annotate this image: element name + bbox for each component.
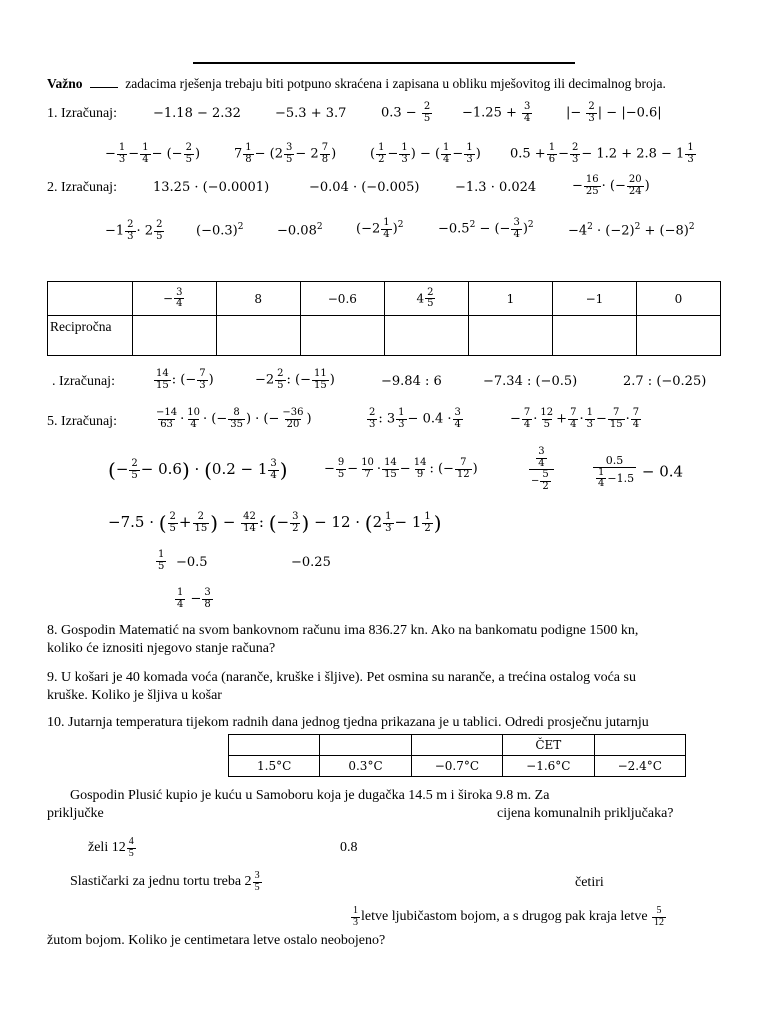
task1-expr-7: 7 $\frac{1}{8}$ − (2 $\frac{3}{5}$ − 2 $\frac{7}{8}$ ) (234, 142, 337, 165)
table-cell: 0 (636, 282, 720, 316)
table-cell: −1 (552, 282, 636, 316)
q11-line3a: želi 12 $\frac{4}{5}$ (88, 836, 134, 859)
top-rule (193, 62, 575, 64)
day-header: ČET (503, 735, 594, 756)
important-label: Važno (47, 76, 83, 91)
task1-expr-5: |− $\frac{2}{3}$ | − |−0.6| (566, 101, 662, 124)
task1-expr-1: −1.18 − 2.32 (153, 106, 241, 121)
task1-label: 1. Izračunaj: (47, 106, 117, 121)
task5-expr-4: (− $\frac{2}{5}$ − 0.6) · (0.2 − 1 $\frac{3}{4}$ ) (108, 458, 288, 482)
q8-line2: koliko će iznositi njegovo stanje računa? (47, 641, 276, 656)
instruction-text: zadacima rješenja trebaju biti potpuno skraćena i zapisana u obliku mješovitog ili decimalnog broja. (125, 76, 666, 91)
q12-line2: $\frac{1}{3}$ letve ljubičastom bojom, a s drugog pak kraja letve $\frac{5}{12}$ (353, 905, 665, 928)
q11-line3a-text: želi 12 (88, 840, 126, 856)
task5-expr-8: −7.5 · ( $\frac{2}{5}$ + $\frac{2}{15}$ ) − $\frac{42}{14}$ : (− $\frac{3}{2}$ ) − 12 · (2 $\frac{1}{3}$ − 1 $\frac{1}{2}$ ) (108, 511, 442, 535)
q12-line1b: četiri (575, 875, 604, 890)
q11-line3b: 0.8 (340, 840, 358, 855)
task5-dec-1: −0.5 (176, 555, 208, 570)
task5-expr-3: − $\frac{7}{4}$ · $\frac{12}{5}$ + $\frac{7}{4}$ · $\frac{1}{3}$ − $\frac{7}{15}$ · $\frac{7}{4}$ (510, 407, 640, 430)
answer-cell[interactable] (216, 316, 300, 356)
q11-line2b: cijena komunalnih priključaka? (497, 806, 674, 821)
day-header (320, 735, 411, 756)
task4-expr-3: −9.84 : 6 (381, 374, 442, 389)
answer-cell[interactable] (468, 316, 552, 356)
q8-line1: 8. Gospodin Matematić na svom bankovnom računu ima 836.27 kn. Ako na bankomatu podigne 1500 kn, (47, 623, 639, 638)
q12-line1a: Slastičarki za jednu tortu treba 2 $\frac{3}{5}$ (70, 870, 260, 893)
instruction-line (47, 75, 666, 92)
table-cell (48, 282, 133, 316)
task5-expr-6: $\frac{3}{4}$ − $\frac{5}{2}$ (528, 447, 555, 492)
temperature-cell: 0.3°C (320, 756, 411, 777)
q11-line1: Gospodin Plusić kupio je kuću u Samoboru koja je dugačka 14.5 m i široka 9.8 m. Za (70, 788, 550, 803)
table-cell: 8 (216, 282, 300, 316)
temperature-cell: −2.4°C (594, 756, 685, 777)
answer-cell[interactable] (636, 316, 720, 356)
q10-line1: 10. Jutarnja temperatura tijekom radnih dana jednog tjedna prikazana je u tablici. Odredi prosječnu jutarnju (47, 715, 649, 730)
temperature-cell: −0.7°C (411, 756, 502, 777)
task5-frac-2: $\frac{1}{4}$ − $\frac{3}{8}$ (177, 587, 211, 610)
task4-expr-2: −2 $\frac{2}{5}$ : (− $\frac{11}{15}$ ) (255, 368, 335, 391)
table-row (48, 316, 721, 356)
task2-expr-4: − $\frac{16}{25}$ · (− $\frac{20}{24}$ ) (572, 174, 650, 197)
reciprocal-table (47, 281, 721, 356)
task1-expr-2: −5.3 + 3.7 (275, 106, 347, 121)
table-cell: − $\frac{3}{4}$ (132, 282, 216, 316)
table-row (229, 735, 686, 756)
day-header (411, 735, 502, 756)
task5-frac-1: $\frac{1}{5}$ (158, 549, 165, 572)
q9-line1: 9. U košari je 40 komada voća (naranče, kruške i šljive). Pet osmina su naranče, a trećina ostalog voća su (47, 670, 636, 685)
answer-cell[interactable] (552, 316, 636, 356)
answer-cell[interactable] (384, 316, 468, 356)
q9-line2: kruške. Koliko je šljiva u košar (47, 688, 222, 703)
table-cell: 4 $\frac{2}{5}$ (384, 282, 468, 316)
table-cell: −0.6 (300, 282, 384, 316)
task2-expr-8: (−2 $\frac{1}{4}$ )$^2$ (356, 217, 404, 240)
temperature-table (228, 734, 686, 777)
answer-blank (90, 75, 118, 88)
task1-expr-9: 0.5 + $\frac{1}{6}$ − $\frac{2}{3}$ − 1.2 + 2.8 − 1 $\frac{1}{3}$ (510, 142, 694, 165)
task2-expr-7-base: −0.08 (277, 223, 317, 239)
task4-label: . Izračunaj: (52, 374, 115, 389)
task5-expr-1: $\frac{-14}{63}$ · $\frac{10}{4}$ · (− $\frac{8}{35}$ ) · (− $\frac{-36}{20}$ ) (156, 407, 312, 430)
task2-expr-7: $-0.08^2$ (277, 222, 323, 239)
task1-expr-4: −1.25 + $\frac{3}{4}$ (462, 101, 531, 124)
table-cell: 1 (468, 282, 552, 316)
task2-expr-3: −1.3 · 0.024 (455, 180, 537, 195)
task1-expr-8: ( $\frac{1}{2}$ − $\frac{1}{3}$ ) − ( $\frac{1}{4}$ − $\frac{1}{3}$ ) (370, 142, 481, 165)
day-header (594, 735, 685, 756)
task1-expr-3: 0.3 − $\frac{2}{5}$ (381, 101, 431, 124)
task2-expr-1: 13.25 · (−0.0001) (153, 180, 270, 195)
temperature-cell: −1.6°C (503, 756, 594, 777)
task4-expr-1: $\frac{14}{15}$ : (− $\frac{7}{3}$ ) (156, 368, 214, 391)
task2-expr-9: $-0.5^2$ − (− $\frac{3}{4}$ )$^2$ (438, 217, 534, 240)
task2-expr-2: −0.04 · (−0.005) (309, 180, 420, 195)
task2-expr-10: $-4^2 \cdot (-2)^2 + (-8)^2$ (568, 222, 695, 239)
row-label: Recipročna (48, 316, 133, 356)
task5-expr-2: $\frac{2}{3}$ : 3 $\frac{1}{3}$ − 0.4 · $\frac{3}{4}$ (369, 407, 461, 430)
task2-expr-6-base: (−0.3) (196, 223, 238, 239)
task5-expr-7: 0.5 $\frac{1}{4}$ −1.5 − 0.4 (592, 455, 683, 490)
answer-cell[interactable] (132, 316, 216, 356)
task5-expr-5: − $\frac{9}{5}$ − $\frac{10}{7}$ · $\frac{14}{15}$ − $\frac{14}{9}$ : (− $\frac{7}{12}$ ) (324, 457, 478, 480)
answer-cell[interactable] (300, 316, 384, 356)
table-row (48, 282, 721, 316)
table-row (229, 756, 686, 777)
task5-dec-2: −0.25 (291, 555, 331, 570)
task4-expr-4: −7.34 : (−0.5) (483, 374, 578, 389)
task2-expr-6: $(-0.3)^2$ (196, 222, 244, 239)
task4-expr-5: 2.7 : (−0.25) (623, 374, 707, 389)
q11-line2a: priključke (47, 806, 104, 821)
task1-expr-6: − $\frac{1}{3}$ − $\frac{1}{4}$ − (− $\frac{2}{5}$ ) (105, 142, 201, 165)
task5-label: 5. Izračunaj: (47, 414, 117, 429)
temperature-cell: 1.5°C (229, 756, 320, 777)
q12-line2-text: letve ljubičastom bojom, a s drugog pak kraja letve (361, 909, 648, 925)
task2-label: 2. Izračunaj: (47, 180, 117, 195)
day-header (229, 735, 320, 756)
q12-line1a-text: Slastičarki za jednu tortu treba 2 (70, 874, 252, 890)
q12-line3: žutom bojom. Koliko je centimetara letve ostalo neobojeno? (47, 933, 386, 948)
task2-expr-5: −1 $\frac{2}{3}$ · 2 $\frac{2}{5}$ (105, 219, 163, 242)
